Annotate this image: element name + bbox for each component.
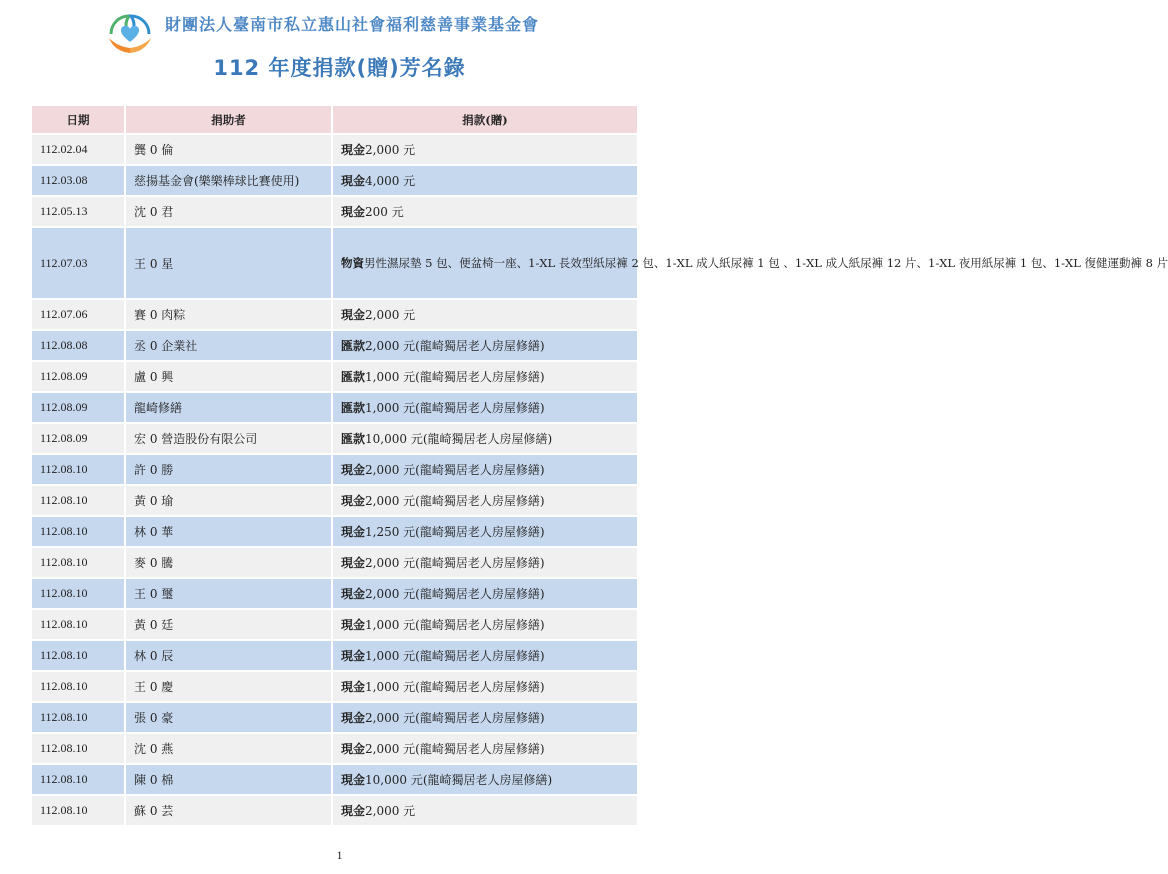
donation-type: 現金 bbox=[341, 143, 366, 157]
donation-cell bbox=[333, 796, 637, 827]
donation-cell bbox=[333, 228, 1168, 300]
donation-type: 現金 bbox=[341, 804, 366, 818]
donation-detail: 200 元 bbox=[365, 205, 404, 219]
date-cell: 112.08.10 bbox=[32, 641, 126, 672]
donation-type: 現金 bbox=[341, 649, 366, 663]
donor-cell: 許 0 勝 bbox=[126, 455, 333, 486]
date-cell: 112.08.10 bbox=[32, 455, 126, 486]
donation-type: 現金 bbox=[341, 556, 366, 570]
table-row bbox=[32, 641, 637, 672]
donor-cell: 王 0 慶 bbox=[126, 672, 333, 703]
table-row bbox=[32, 486, 637, 517]
donor-cell: 龍崎修繕 bbox=[126, 393, 333, 424]
donor-cell: 麥 0 騰 bbox=[126, 548, 333, 579]
donation-detail: 2,000 元(龍崎獨居老人房屋修繕) bbox=[365, 587, 545, 601]
donation-type: 現金 bbox=[341, 494, 366, 508]
table-row bbox=[32, 393, 637, 424]
donor-cell: 盧 0 興 bbox=[126, 362, 333, 393]
donor-cell: 王 0 璽 bbox=[126, 579, 333, 610]
table-row bbox=[32, 455, 637, 486]
donation-cell bbox=[333, 548, 637, 579]
donation-type: 現金 bbox=[341, 680, 366, 694]
donor-cell: 丞 0 企業社 bbox=[126, 331, 333, 362]
donor-cell: 宏 0 營造股份有限公司 bbox=[126, 424, 333, 455]
date-cell: 112.07.06 bbox=[32, 300, 126, 331]
donation-detail: 1,000 元(龍崎獨居老人房屋修繕) bbox=[365, 401, 545, 415]
donation-detail: 1,000 元(龍崎獨居老人房屋修繕) bbox=[365, 649, 545, 663]
donation-cell bbox=[333, 135, 637, 166]
donation-cell bbox=[333, 424, 637, 455]
donation-cell bbox=[333, 579, 637, 610]
table-row bbox=[32, 734, 637, 765]
donation-cell bbox=[333, 331, 637, 362]
column-header-donor: 捐助者 bbox=[126, 106, 333, 135]
date-cell: 112.08.10 bbox=[32, 579, 126, 610]
donation-cell bbox=[333, 455, 637, 486]
donation-detail: 2,000 元(龍崎獨居老人房屋修繕) bbox=[365, 463, 545, 477]
date-cell: 112.08.09 bbox=[32, 393, 126, 424]
donation-cell bbox=[333, 765, 637, 796]
donation-cell bbox=[333, 362, 637, 393]
donation-detail: 10,000 元(龍崎獨居老人房屋修繕) bbox=[365, 773, 553, 787]
donation-cell bbox=[333, 610, 637, 641]
donation-cell bbox=[333, 703, 637, 734]
column-header-date: 日期 bbox=[32, 106, 126, 135]
donation-detail: 2,000 元 bbox=[365, 143, 416, 157]
date-cell: 112.08.10 bbox=[32, 517, 126, 548]
table-row bbox=[32, 331, 637, 362]
table-row bbox=[32, 703, 637, 734]
donor-cell: 沈 0 燕 bbox=[126, 734, 333, 765]
table-row bbox=[32, 517, 637, 548]
donor-cell: 陳 0 棉 bbox=[126, 765, 333, 796]
date-cell: 112.03.08 bbox=[32, 166, 126, 197]
donation-detail: 2,000 元(龍崎獨居老人房屋修繕) bbox=[365, 339, 545, 353]
organization-name: 財團法人臺南市私立惠山社會福利慈善事業基金會 bbox=[165, 15, 540, 34]
date-cell: 112.08.10 bbox=[32, 703, 126, 734]
donor-cell: 沈 0 君 bbox=[126, 197, 333, 228]
donation-detail: 1,000 元(龍崎獨居老人房屋修繕) bbox=[365, 370, 545, 384]
donation-detail: 4,000 元 bbox=[365, 174, 416, 188]
date-cell: 112.02.04 bbox=[32, 135, 126, 166]
donation-type: 現金 bbox=[341, 308, 366, 322]
donor-cell: 黃 0 廷 bbox=[126, 610, 333, 641]
table-row bbox=[32, 228, 637, 300]
date-cell: 112.08.10 bbox=[32, 765, 126, 796]
table-header-row bbox=[32, 106, 637, 135]
donor-cell: 張 0 豪 bbox=[126, 703, 333, 734]
date-cell: 112.05.13 bbox=[32, 197, 126, 228]
donation-type: 匯款 bbox=[341, 432, 366, 446]
date-cell: 112.08.10 bbox=[32, 610, 126, 641]
donation-detail: 1,000 元(龍崎獨居老人房屋修繕) bbox=[365, 680, 545, 694]
donation-type: 匯款 bbox=[341, 339, 366, 353]
table-row bbox=[32, 424, 637, 455]
donation-detail: 2,000 元(龍崎獨居老人房屋修繕) bbox=[365, 742, 545, 756]
donation-cell bbox=[333, 300, 637, 331]
donation-detail: 10,000 元(龍崎獨居老人房屋修繕) bbox=[365, 432, 553, 446]
donor-cell: 蘇 0 芸 bbox=[126, 796, 333, 827]
donor-cell: 慈揚基金會(樂樂棒球比賽使用) bbox=[126, 166, 333, 197]
donation-type: 現金 bbox=[341, 174, 366, 188]
donation-cell bbox=[333, 672, 637, 703]
donation-type: 現金 bbox=[341, 463, 366, 477]
donation-detail: 2,000 元(龍崎獨居老人房屋修繕) bbox=[365, 556, 545, 570]
table-row bbox=[32, 135, 637, 166]
date-cell: 112.07.03 bbox=[32, 228, 126, 300]
donation-cell bbox=[333, 166, 637, 197]
donation-type: 匯款 bbox=[341, 401, 366, 415]
donation-cell bbox=[333, 734, 637, 765]
date-cell: 112.08.10 bbox=[32, 734, 126, 765]
donation-cell bbox=[333, 197, 637, 228]
donor-cell: 黃 0 瑜 bbox=[126, 486, 333, 517]
donor-cell: 林 0 辰 bbox=[126, 641, 333, 672]
donation-type: 現金 bbox=[341, 587, 366, 601]
donation-detail: 2,000 元(龍崎獨居老人房屋修繕) bbox=[365, 711, 545, 725]
donation-type: 物資 bbox=[341, 256, 364, 270]
page-number: 1 bbox=[336, 848, 343, 862]
date-cell: 112.08.10 bbox=[32, 796, 126, 827]
donation-detail: 男性濕尿墊 5 包、便盆椅一座、1-XL 長效型紙尿褲 2 包、1-XL 成人紙尿褲 1 包 、1-XL 成人紙尿褲 12 片、1-XL 夜用紙尿褲 1 包、1-XL 復健運動褲 8 片 bbox=[364, 256, 1168, 270]
donation-detail: 2,000 元 bbox=[365, 308, 416, 322]
donation-cell bbox=[333, 486, 637, 517]
org-header bbox=[0, 0, 679, 60]
donation-type: 現金 bbox=[341, 525, 366, 539]
date-cell: 112.08.10 bbox=[32, 672, 126, 703]
table-row bbox=[32, 362, 637, 393]
donor-cell: 龔 0 倫 bbox=[126, 135, 333, 166]
donor-cell: 賽 0 肉粽 bbox=[126, 300, 333, 331]
hands-heart-logo-icon bbox=[105, 8, 155, 56]
page-title: 112 年度捐款(贈)芳名錄 bbox=[213, 56, 466, 80]
date-cell: 112.08.10 bbox=[32, 548, 126, 579]
column-header-donation: 捐款(贈) bbox=[333, 106, 637, 135]
donation-type: 現金 bbox=[341, 618, 366, 632]
donation-type: 現金 bbox=[341, 711, 366, 725]
donation-detail: 2,000 元(龍崎獨居老人房屋修繕) bbox=[365, 494, 545, 508]
donation-detail: 1,000 元(龍崎獨居老人房屋修繕) bbox=[365, 618, 545, 632]
donation-detail: 2,000 元 bbox=[365, 804, 416, 818]
donation-type: 現金 bbox=[341, 742, 366, 756]
table-row bbox=[32, 610, 637, 641]
table-row bbox=[32, 796, 637, 827]
donation-cell bbox=[333, 393, 637, 424]
donation-cell bbox=[333, 641, 637, 672]
donation-cell bbox=[333, 517, 637, 548]
date-cell: 112.08.09 bbox=[32, 362, 126, 393]
donation-type: 現金 bbox=[341, 205, 366, 219]
table-row bbox=[32, 166, 637, 197]
donor-cell: 王 0 星 bbox=[126, 228, 333, 300]
date-cell: 112.08.09 bbox=[32, 424, 126, 455]
table-row bbox=[32, 765, 637, 796]
donation-table bbox=[32, 106, 1168, 827]
table-row bbox=[32, 300, 637, 331]
table-row bbox=[32, 672, 637, 703]
donation-type: 現金 bbox=[341, 773, 366, 787]
table-row bbox=[32, 197, 637, 228]
donor-cell: 林 0 華 bbox=[126, 517, 333, 548]
donation-detail: 1,250 元(龍崎獨居老人房屋修繕) bbox=[365, 525, 545, 539]
date-cell: 112.08.10 bbox=[32, 486, 126, 517]
table-row bbox=[32, 548, 637, 579]
date-cell: 112.08.08 bbox=[32, 331, 126, 362]
donation-type: 匯款 bbox=[341, 370, 366, 384]
table-row bbox=[32, 579, 637, 610]
